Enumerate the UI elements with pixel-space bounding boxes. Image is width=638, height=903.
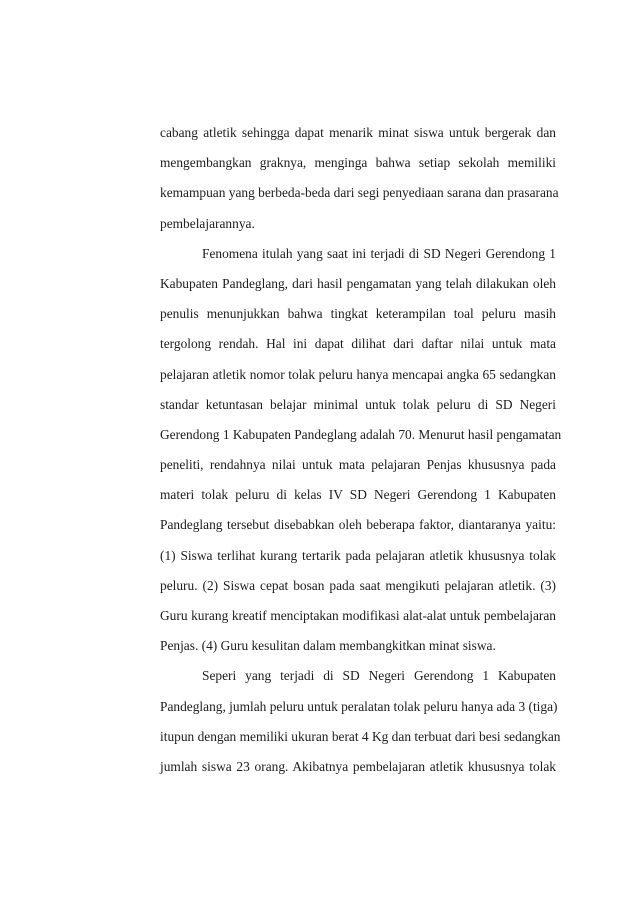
paragraph-first-line: Seperi yang terjadi di SD Negeri Gerendong 1 Kabupaten (202, 668, 556, 684)
text-line: Kabupaten Pandeglang, dari hasil pengamatan yang telah dilakukan oleh (160, 275, 556, 291)
text-line: pelajaran atletik nomor tolak peluru hanya mencapai angka 65 sedangkan (160, 366, 556, 382)
text-line: peneliti, rendahnya nilai untuk mata pelajaran Penjas khususnya pada (160, 457, 556, 473)
text-line: Guru kurang kreatif menciptakan modifikasi alat-alat untuk pembelajaran (160, 608, 556, 623)
text-line: kemampuan yang berbeda-beda dari segi penyediaan sarana dan prasarana (160, 185, 559, 201)
paragraph-end-line: pembelajarannya. (160, 215, 255, 231)
paragraph-first-line: Fenomena itulah yang saat ini terjadi di SD Negeri Gerendong 1 (202, 245, 556, 261)
text-line: penulis menunjukkan bahwa tingkat keterampilan toal peluru masih (160, 306, 556, 322)
text-line: Pandeglang, jumlah peluru untuk peralatan tolak peluru hanya ada 3 (tiga) (160, 698, 558, 714)
text-line: tergolong rendah. Hal ini dapat dilihat dari daftar nilai untuk mata (160, 336, 556, 352)
text-line: Pandeglang tersebut disebabkan oleh beberapa faktor, diantaranya yaitu: (160, 517, 556, 533)
text-line: (1) Siswa terlihat kurang tertarik pada pelajaran atletik khususnya tolak (160, 547, 556, 563)
text-line: peluru. (2) Siswa cepat bosan pada saat mengikuti pelajaran atletik. (3) (160, 577, 556, 593)
body-text (160, 118, 562, 782)
text-line: itupun dengan memiliki ukuran berat 4 Kg dan terbuat dari besi sedangkan (160, 728, 561, 744)
text-line: mengembangkan graknya, menginga bahwa setiap sekolah memiliki (160, 155, 556, 171)
text-line: materi tolak peluru di kelas IV SD Negeri Gerendong 1 Kabupaten (160, 487, 556, 503)
text-line: cabang atletik sehingga dapat menarik minat siswa untuk bergerak dan (160, 125, 556, 140)
text-line: standar ketuntasan belajar minimal untuk tolak peluru di SD Negeri (160, 396, 556, 412)
text-line: Gerendong 1 Kabupaten Pandeglang adalah 70. Menurut hasil pengamatan (160, 426, 562, 442)
paragraph-end-line: Penjas. (4) Guru kesulitan dalam membangkitkan minat siswa. (160, 638, 496, 654)
text-line: jumlah siswa 23 orang. Akibatnya pembelajaran atletik khususnya tolak (160, 758, 556, 774)
